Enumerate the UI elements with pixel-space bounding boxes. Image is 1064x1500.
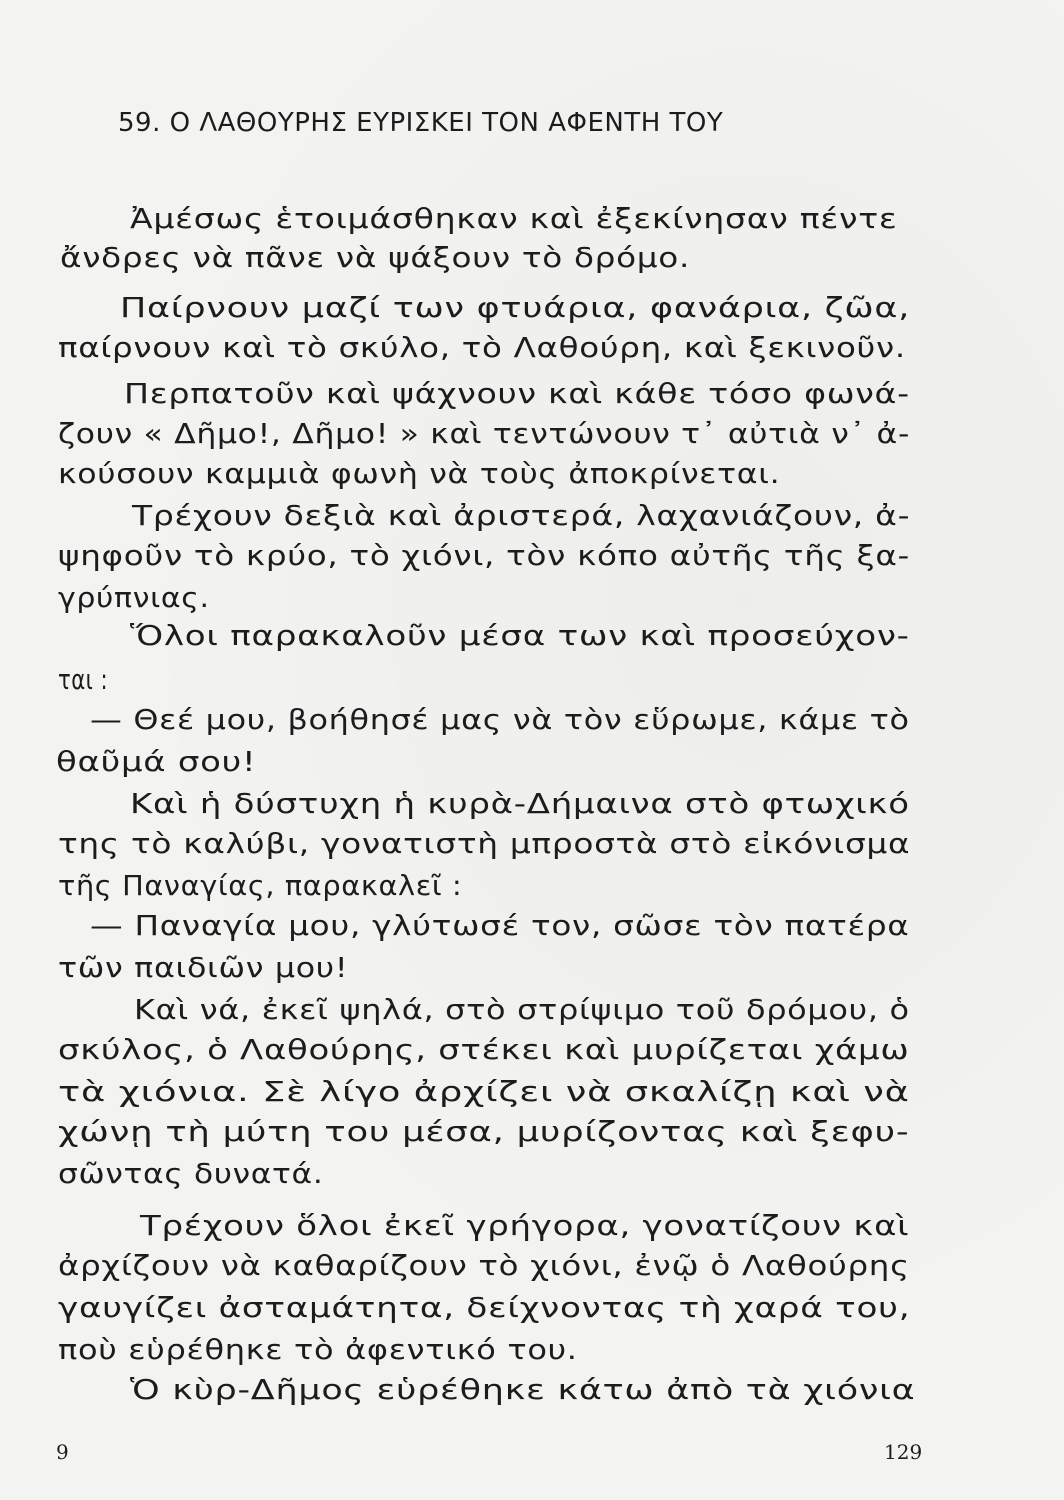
text-line: γαυγίζει ἀσταμάτητα, δείχνοντας τὴ χαρά του, [58,1291,911,1324]
text-line: χώνῃ τὴ μύτη του μέσα, μυρίζοντας καὶ ξεφυ- [58,1115,910,1148]
text-line: ἄνδρες νὰ πᾶνε νὰ ψάξουν τὸ δρόμο. [60,241,691,274]
text-line: Καὶ ἡ δύστυχη ἡ κυρὰ-Δήμαινα στὸ φτωχικό [130,787,910,820]
text-line: παίρνουν καὶ τὸ σκύλο, τὸ Λαθούρη, καὶ ξεκινοῦν. [58,331,906,364]
text-line: τῆς Παναγίας, παρακαλεῖ : [58,869,463,902]
text-line: γρύπνιας. [58,581,210,614]
text-line: Ὁ κὺρ-Δῆμος εὑρέθηκε κάτω ἀπὸ τὰ χιόνια [130,1373,916,1406]
text-line: της τὸ καλύβι, γονατιστὴ μπροστὰ στὸ εἰκόνισμα [58,827,911,860]
text-line: Περπατοῦν καὶ ψάχνουν καὶ κάθε τόσο φωνά- [124,377,910,410]
text-line: Τρέχουν ὅλοι ἐκεῖ γρήγορα, γονατίζουν καὶ [140,1209,910,1242]
text-line: Καὶ νά, ἐκεῖ ψηλά, στὸ στρίψιμο τοῦ δρόμου, ὁ [134,993,910,1026]
signature-mark: 9 [56,1440,69,1464]
text-line: Τρέχουν δεξιὰ καὶ ἀριστερά, λαχανιάζουν, ἀ- [132,499,911,532]
text-line: τὰ χιόνια. Σὲ λίγο ἀρχίζει νὰ σκαλίζῃ καὶ νὰ [58,1075,910,1108]
text-line: — Θεέ μου, βοήθησέ μας νὰ τὸν εὕρωμε, κάμε τὸ [90,703,910,736]
text-line: τῶν παιδιῶν μου! [58,951,349,984]
chapter-heading: 59. Ο ΛΑΘΟΥΡΗΣ ΕΥΡΙΣΚΕΙ ΤΟΝ ΑΦΕΝΤΗ ΤΟΥ [118,108,724,138]
text-line: Ἀμέσως ἑτοιμάσθηκαν καὶ ἐξεκίνησαν πέντε [130,202,898,235]
text-line: Παίρνουν μαζί των φτυάρια, φανάρια, ζῶα, [120,291,911,324]
text-line: ποὺ εὑρέθηκε τὸ ἀφεντικό του. [58,1333,578,1366]
text-line: Ὅλοι παρακαλοῦν μέσα των καὶ προσεύχον- [130,619,910,652]
text-line: ψηφοῦν τὸ κρύο, τὸ χιόνι, τὸν κόπο αὐτῆς τῆς ξα- [58,539,911,572]
text-line: ζουν « Δῆμο!, Δῆμο! » καὶ τεντώνουν τ᾽ αὐτιὰ ν᾽ ἀ- [58,417,910,450]
text-line: ται : [58,663,109,696]
page-number: 129 [884,1440,923,1464]
text-line: ἀρχίζουν νὰ καθαρίζουν τὸ χιόνι, ἐνῷ ὁ Λαθούρης [58,1249,910,1282]
text-line: σκύλος, ὁ Λαθούρης, στέκει καὶ μυρίζεται χάμω [58,1033,910,1066]
text-line: θαῦμά σου! [56,745,257,778]
text-line: σῶντας δυνατά. [58,1157,324,1190]
text-line: — Παναγία μου, γλύτωσέ τον, σῶσε τὸν πατέρα [90,909,910,942]
text-line: κούσουν καμμιὰ φωνὴ νὰ τοὺς ἀποκρίνεται. [58,457,781,490]
